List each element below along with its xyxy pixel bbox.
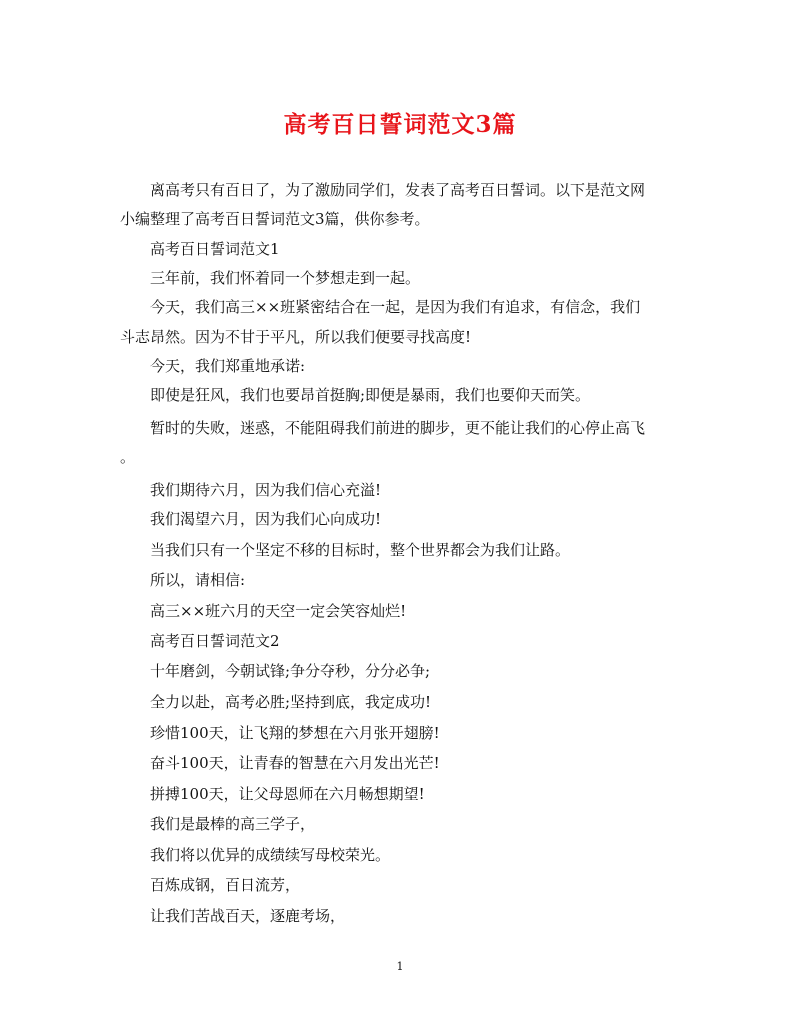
- section-heading-1: 高考百日誓词范文1: [150, 240, 280, 258]
- page-number: 1: [396, 960, 404, 973]
- paragraph-line-6: 今天，我们郑重地承诺:: [150, 357, 306, 375]
- paragraph-line-3: 三年前，我们怀着同一个梦想走到一起。: [150, 269, 421, 287]
- paragraph-line-16: 全力以赴，高考必胜;坚持到底，我定成功!: [150, 693, 432, 711]
- paragraph-line-8: 暂时的失败，迷惑，不能阻碍我们前进的脚步，更不能让我们的心停止高飞: [150, 419, 646, 437]
- paragraph-line-18: 奋斗100天，让青春的智慧在六月发出光芒!: [150, 754, 440, 772]
- paragraph-line-4: 今天，我们高三××班紧密结合在一起，是因为我们有追求，有信念，我们: [150, 298, 641, 316]
- paragraph-line-11: 我们渴望六月，因为我们心向成功!: [150, 510, 382, 528]
- paragraph-line-9: 。: [120, 448, 136, 466]
- paragraph-line-1: 离高考只有百日了，为了激励同学们，发表了高考百日誓词。以下是范文网: [150, 181, 646, 199]
- paragraph-line-17: 珍惜100天，让飞翔的梦想在六月张开翅膀!: [150, 724, 440, 742]
- paragraph-line-2: 小编整理了高考百日誓词范文3篇，供你参考。: [120, 210, 430, 228]
- paragraph-line-21: 我们将以优异的成绩续写母校荣光。: [150, 846, 391, 864]
- paragraph-line-10: 我们期待六月，因为我们信心充溢!: [150, 481, 382, 499]
- paragraph-line-5: 斗志昂然。因为不甘于平凡，所以我们便要寻找高度!: [120, 328, 472, 346]
- document-title: 高考百日誓词范文3篇: [283, 111, 517, 138]
- paragraph-line-14: 高三××班六月的天空一定会笑容灿烂!: [150, 602, 407, 620]
- paragraph-line-13: 所以，请相信:: [150, 571, 246, 589]
- paragraph-line-7: 即使是狂风，我们也要昂首挺胸;即便是暴雨，我们也要仰天而笑。: [150, 386, 591, 404]
- paragraph-line-23: 让我们苦战百天，逐鹿考场，: [150, 907, 346, 925]
- paragraph-line-20: 我们是最棒的高三学子，: [150, 815, 316, 833]
- paragraph-line-22: 百炼成钢，百日流芳，: [150, 876, 301, 894]
- section-heading-2: 高考百日誓词范文2: [150, 632, 280, 650]
- paragraph-line-12: 当我们只有一个坚定不移的目标时，整个世界都会为我们让路。: [150, 541, 571, 559]
- paragraph-line-19: 拼搏100天，让父母恩师在六月畅想期望!: [150, 785, 425, 803]
- paragraph-line-15: 十年磨剑，今朝试锋;争分夺秒，分分必争;: [150, 662, 431, 680]
